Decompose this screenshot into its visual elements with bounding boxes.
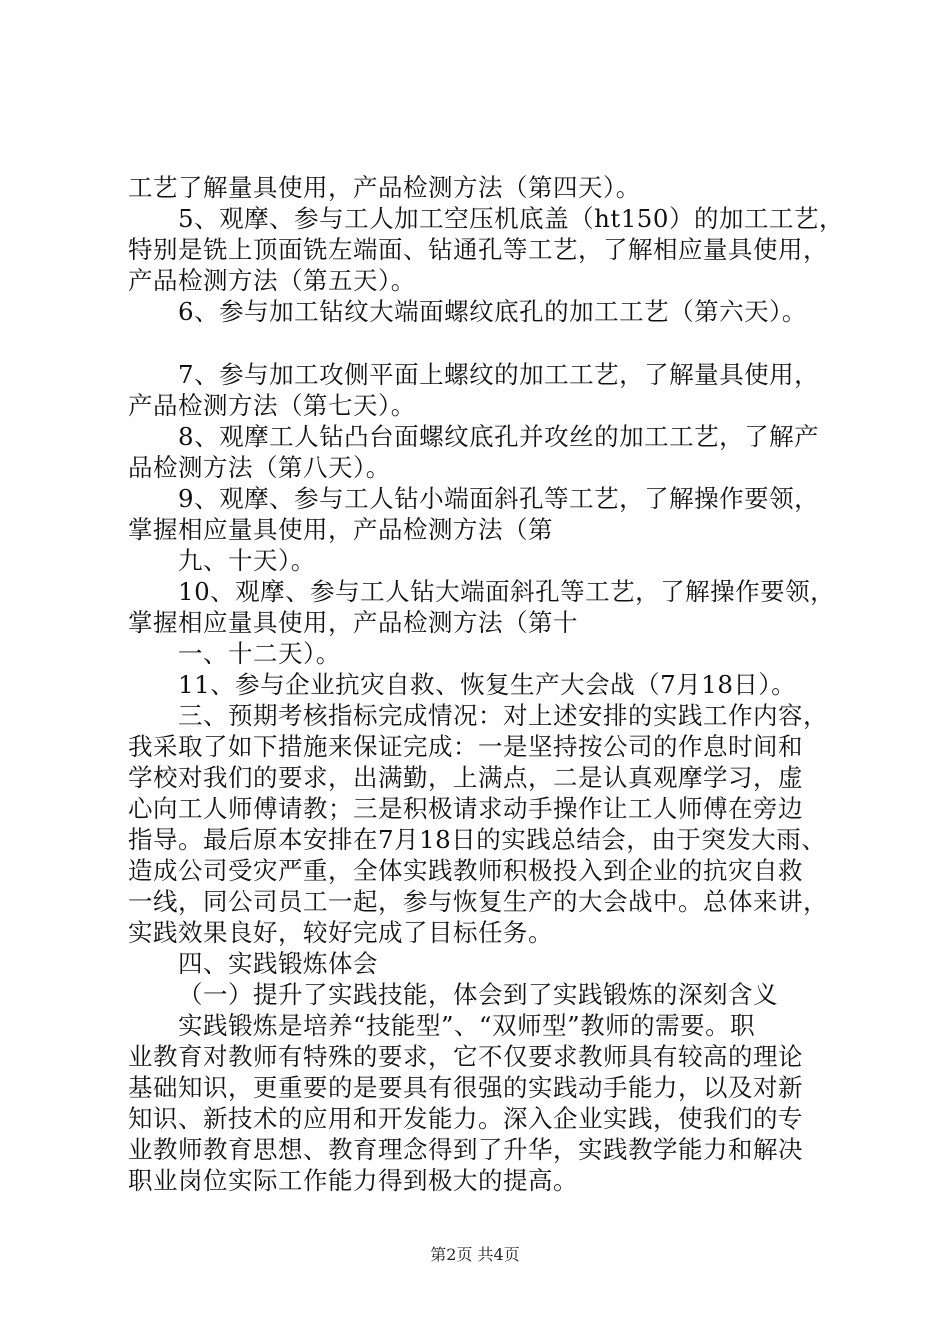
text-line: 基础知识，更重要的是要具有很强的实践动手能力，以及对新 <box>128 1073 803 1102</box>
text-line: 业教师教育思想、教育理念得到了升华，实践教学能力和解决 <box>128 1135 803 1164</box>
document-body <box>128 172 848 1196</box>
text-line: 7、参与加工攻侧平面上螺纹的加工工艺，了解量具使用， <box>178 360 820 389</box>
subsection-heading: （一）提升了实践技能，体会到了实践锻炼的深刻含义 <box>178 980 778 1009</box>
text-line: 产品检测方法（第七天）。 <box>128 391 416 420</box>
text-line: 9、观摩、参与工人钻小端面斜孔等工艺，了解操作要领， <box>178 484 820 513</box>
text-line: 特别是铣上顶面铣左端面、钻通孔等工艺，了解相应量具使用， <box>128 235 828 264</box>
text-line: 业教育对教师有特殊的要求，它不仅要求教师具有较高的理论 <box>128 1042 803 1071</box>
text-line: 6、参与加工钻纹大端面螺纹底孔的加工工艺（第六天）。 <box>178 297 807 326</box>
text-line: 产品检测方法（第五天）。 <box>128 266 416 295</box>
section-heading: 三、预期考核指标完成情况：对上述安排的实践工作内容， <box>178 701 828 730</box>
text-line: 指导。最后原本安排在7月18日的实践总结会，由于突发大雨、 <box>128 825 827 854</box>
text-line: 心向工人师傅请教；三是积极请求动手操作让工人师傅在旁边 <box>128 794 803 823</box>
text-line: 实践锻炼是培养“技能型”、“双师型”教师的需要。职 <box>178 1011 756 1040</box>
text-line: 一、十二天）。 <box>178 639 341 668</box>
text-line: 掌握相应量具使用，产品检测方法（第十 <box>128 608 578 637</box>
text-line: 九、十天）。 <box>178 546 316 575</box>
text-line: 11、参与企业抗灾自救、恢复生产大会战（7月18日）。 <box>178 670 797 699</box>
page-number-footer: 第2页 共4页 <box>430 1245 520 1264</box>
text-line: 一线，同公司员工一起，参与恢复生产的大会战中。总体来讲， <box>128 887 828 916</box>
text-line: 工艺了解量具使用，产品检测方法（第四天）。 <box>128 173 641 202</box>
text-line: 掌握相应量具使用，产品检测方法（第 <box>128 515 553 544</box>
section-heading: 四、实践锻炼体会 <box>178 949 378 978</box>
text-line: 知识、新技术的应用和开发能力。深入企业实践，使我们的专 <box>128 1104 803 1133</box>
text-line: 5、观摩、参与工人加工空压机底盖（ht150）的加工工艺， <box>178 204 844 233</box>
text-line: 学校对我们的要求，出满勤，上满点，二是认真观摩学习，虚 <box>128 763 803 792</box>
text-line: 10、观摩、参与工人钻大端面斜孔等工艺，了解操作要领， <box>178 577 836 606</box>
text-line: 品检测方法（第八天）。 <box>128 453 391 482</box>
text-line: 职业岗位实际工作能力得到极大的提高。 <box>128 1166 578 1195</box>
text-line: 我采取了如下措施来保证完成：一是坚持按公司的作息时间和 <box>128 732 803 761</box>
text-line: 实践效果良好，较好完成了目标任务。 <box>128 918 553 947</box>
text-line: 造成公司受灾严重，全体实践教师积极投入到企业的抗灾自救 <box>128 856 803 885</box>
text-line: 8、观摩工人钻凸台面螺纹底孔并攻丝的加工工艺，了解产 <box>178 422 820 451</box>
